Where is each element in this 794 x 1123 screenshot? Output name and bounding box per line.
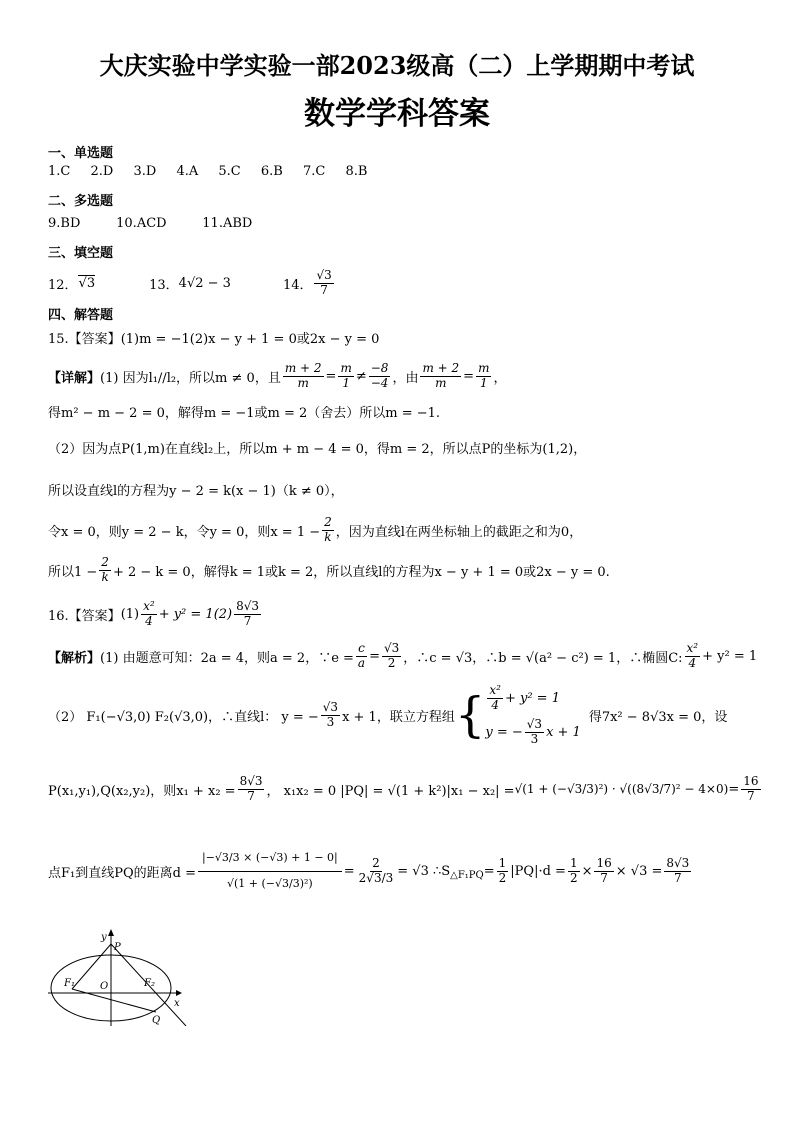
q13-label: 13． xyxy=(149,277,179,293)
q15-text: ，由 xyxy=(392,370,419,386)
label-x: x xyxy=(174,998,180,1009)
q16-text: = xyxy=(343,863,355,879)
frac-num: √3 xyxy=(383,640,400,655)
q14-label: 14． xyxy=(282,277,313,293)
label-f1: F₁ xyxy=(64,978,75,989)
section-fill-blank: 三、填空题 xyxy=(48,246,114,261)
q16-text: P(x₁,y₁),Q(x₂,y₂)，则x₁ + x₂ = xyxy=(48,783,236,799)
answer-item: 2.D xyxy=(90,164,114,179)
system-eq1: + y² = 1 xyxy=(504,690,560,706)
answer-item: 11.ABD xyxy=(202,216,253,231)
frac-den: 7 xyxy=(747,788,755,803)
q15-text: + 2 − k = 0，解得k = 1或k = 2，所以直线l的方程为x − y + 1 = 0或2x − y = 0. xyxy=(112,564,610,580)
q15-text: (1) 因为l₁//l₂，所以m ≠ 0，且 xyxy=(100,370,281,386)
q16-text: ，∴c = √3，∴b = √(a² − c²) = 1，∴椭圆C: xyxy=(403,650,683,666)
q15-text: ，因为直线l在两坐标轴上的截距之和为0， xyxy=(335,524,583,540)
q15-line2: 得m² − m − 2 = 0，解得m = −1或m = 2（舍去）所以m = −1. xyxy=(48,406,441,421)
label-o: O xyxy=(100,981,109,992)
frac-den: 4 xyxy=(145,613,153,628)
fraction xyxy=(321,701,340,730)
q16-text: (1) 由题意可知：2a = 4，则a = 2，∵e = xyxy=(100,650,354,666)
q14-fraction xyxy=(314,269,333,298)
fraction xyxy=(283,362,324,391)
frac-num: |−√3/3 × (−√3) + 1 − 0| xyxy=(198,846,342,872)
q16-answer xyxy=(48,596,263,632)
answer-item: 8.B xyxy=(345,164,368,179)
system-eq2: x + 1 xyxy=(546,724,581,740)
q15-answer-label: 15.【答案】 xyxy=(48,332,121,347)
fraction: $\frac{\text{x²}}{4}$ xyxy=(686,640,699,670)
q15-text: 所以1 − xyxy=(48,564,98,580)
q16-text: + y² = 1(2) xyxy=(158,606,233,622)
x-axis-arrow xyxy=(176,990,182,996)
frac-num: m xyxy=(340,360,352,375)
frac-den: √(1 + (−√3/3)²) xyxy=(227,876,313,890)
fraction xyxy=(357,857,396,886)
q16-text: (1) xyxy=(120,606,140,622)
fraction xyxy=(382,642,401,671)
frac-num: x² xyxy=(143,598,155,613)
q15-line4: 所以设直线l的方程为y − 2 = k(x − 1)（k ≠ 0）， xyxy=(48,484,344,499)
fraction xyxy=(369,362,391,391)
page-title: 大庆实验中学实验一部2023级高（二）上学期期中考试 xyxy=(99,51,695,80)
fraction xyxy=(141,600,157,629)
frac-num: m + 2 xyxy=(284,360,322,375)
frac-num: √3 xyxy=(322,699,339,714)
distance-fraction xyxy=(198,846,342,896)
q16-text: × √3 = xyxy=(615,863,663,879)
q16-line2 xyxy=(48,678,727,752)
answer-item: 7.C xyxy=(302,164,326,179)
frac-num: 1 xyxy=(498,855,507,870)
frac-num: 2 xyxy=(324,514,332,529)
fraction xyxy=(497,857,509,886)
fraction xyxy=(338,362,353,391)
q16-text: ， x₁x₂ = 0 |PQ| = √(1 + k²)|x₁ − x₂| = xyxy=(266,783,515,799)
fraction: $\frac{2}{k}$ xyxy=(101,554,109,584)
q16-text: 得7x² − 8√3x = 0，设 xyxy=(588,709,728,725)
left-brace: { xyxy=(454,687,486,743)
section-single-choice: 一、单选题 xyxy=(48,146,114,161)
q15-line6 xyxy=(48,552,610,588)
frac-den: k xyxy=(324,529,332,544)
q15-text: 令x = 0，则y = 2 − k，令y = 0，则x = 1 − xyxy=(48,524,321,540)
fraction: $\frac{m}{1}$ xyxy=(478,360,490,390)
q12-label: 12． xyxy=(48,277,78,293)
q16-answer-label: 16.【答案】 xyxy=(48,608,121,624)
frac-den: 3 xyxy=(326,714,335,729)
q15-text: ， xyxy=(493,370,507,386)
frac-den: 2√3/3 xyxy=(358,870,394,885)
q16-analysis-label: 【解析】 xyxy=(48,650,101,666)
fraction: $\frac{8√3}{7}$ xyxy=(666,855,690,885)
label-f2: F₂ xyxy=(144,978,155,989)
neq-sign: ≠ xyxy=(355,368,367,384)
q15-answer-text: (1)m = −1(2)x − y + 1 = 0或2x − y = 0 xyxy=(120,332,380,347)
answer-item: 10.ACD xyxy=(116,216,167,231)
frac-num: −8 xyxy=(370,360,389,375)
frac-num: 16 xyxy=(743,773,759,788)
frac-num: 2 xyxy=(372,855,380,870)
q15-line5 xyxy=(48,512,582,548)
q16-line3 xyxy=(48,764,763,814)
fill-answers xyxy=(48,266,336,300)
q16-text: = xyxy=(483,863,495,879)
frac-den: 1 xyxy=(342,375,350,390)
q13-value: 4√2 − 3 xyxy=(178,275,231,291)
y-axis-arrow xyxy=(108,929,114,936)
section-multi-choice: 二、多选题 xyxy=(48,194,114,209)
ellipse-figure xyxy=(44,926,194,1026)
fraction: $\frac{1}{2}$ xyxy=(569,855,578,885)
q16-text: + y² = 1 xyxy=(702,648,758,664)
answer-item: 4.A xyxy=(176,164,199,179)
q15-detail-label: 【详解】 xyxy=(48,370,101,386)
fraction: $\frac{m + 2}{m}$ xyxy=(422,360,460,390)
q15-line3: （2）因为点P(1,m)在直线l₂上，所以m + m − 4 = 0，得m = 2，所以点P的坐标为(1,2)， xyxy=(48,442,587,457)
fraction xyxy=(322,516,334,545)
section-solve: 四、解答题 xyxy=(48,308,114,323)
q16-line1 xyxy=(48,638,757,674)
frac-den: a xyxy=(357,655,366,670)
q16-text: （2） F₁(−√3,0) F₂(√3,0)，∴直线l： y = − xyxy=(48,709,319,725)
frac-den: 2 xyxy=(498,870,507,885)
q16-line4 xyxy=(48,826,693,916)
frac-den: −4 xyxy=(370,375,389,390)
fraction xyxy=(356,642,367,671)
q16-text: × xyxy=(581,863,593,879)
q16-text: = √3 ∴S xyxy=(397,863,451,879)
fraction xyxy=(234,600,261,629)
answer-item: 6.B xyxy=(260,164,283,179)
frac-num: c xyxy=(358,640,365,655)
q15-detail-line1: 【详解】 (1) 因为l₁//l₂，所以m ≠ 0，且 $\frac{m + 2}{m}$ = $\frac{m}{1}$ ≠ $\frac{-8}{-4}$ ，由 $\frac{m + 2}{m}$ = $\frac{m}{1}$ ， xyxy=(48,360,507,390)
q16-text: = xyxy=(369,648,380,664)
fraction: $\frac{16}{7}$ xyxy=(596,855,612,885)
single-answers xyxy=(48,164,367,179)
page-subtitle: 数学学科答案 xyxy=(304,96,490,132)
label-p: P xyxy=(114,942,121,953)
q16-text: = xyxy=(728,781,740,797)
q14-den: 7 xyxy=(320,282,328,297)
frac-den: 7 xyxy=(243,613,252,628)
q15-answer xyxy=(48,328,379,347)
fraction xyxy=(741,775,760,804)
big-sqrt-expr: √(1 + (−√3/3)²) · √((8√3/7)² − 4×0) xyxy=(514,782,729,796)
q16-text: x + 1，联立方程组 xyxy=(342,709,455,725)
fraction: $\frac{8√3}{7}$ xyxy=(239,773,263,803)
answer-item: 3.D xyxy=(133,164,157,179)
q12-value: √ 3 xyxy=(78,275,96,291)
answer-item: 9.BD xyxy=(48,216,81,231)
q14-num: √3 xyxy=(316,267,332,282)
q16-text: 点F₁到直线PQ的距离d = xyxy=(48,865,196,881)
frac-num: 8√3 xyxy=(236,598,260,613)
frac-den: 2 xyxy=(387,655,396,670)
label-y: y xyxy=(101,932,107,943)
label-q: Q xyxy=(152,1015,161,1026)
segment-f1q xyxy=(72,989,156,1012)
multi-answers xyxy=(48,216,252,231)
system-eq2: y = − xyxy=(485,724,523,740)
q16-text: |PQ|·d = xyxy=(510,863,566,879)
answer-item: 5.C xyxy=(218,164,241,179)
equation-system: $\frac{\text{x²}}{4}$ + y² = 1 y = − $\frac{√3}{3}$ x + 1 xyxy=(485,682,581,746)
answer-item: 1.C xyxy=(48,164,71,179)
q16-subscript: △F₁PQ xyxy=(450,869,484,881)
frac-den: m xyxy=(297,375,309,390)
